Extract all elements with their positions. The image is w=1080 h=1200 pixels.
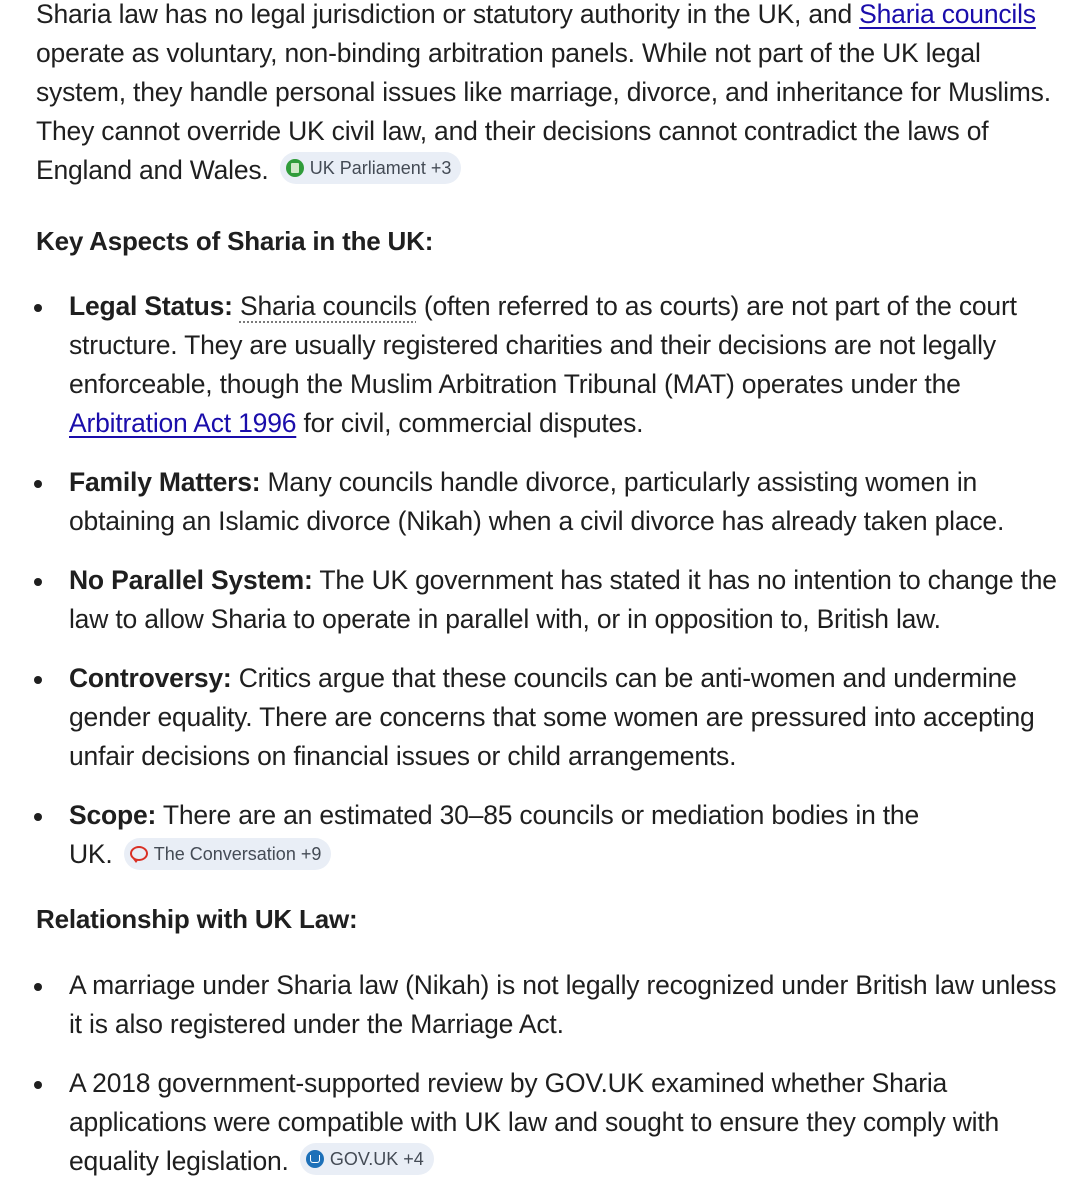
sharia-councils-term[interactable]: Sharia councils: [239, 291, 417, 321]
list-item-lead: Scope:: [69, 800, 157, 830]
list-item-text: A marriage under Sharia law (Nikah) is not legally recognized under British law unless it is also registered under the Marriage Act.: [69, 970, 1057, 1039]
section-heading-relationship: Relationship with UK Law:: [36, 904, 358, 934]
intro-text-before-link: Sharia law has no legal jurisdiction or statutory authority in the UK, and: [36, 0, 860, 29]
list-item-text: Many councils handle divorce, particularly assisting women in obtaining an Islamic divorce (Nikah) when a civil divorce has already taken place.: [69, 467, 1005, 536]
govuk-crown-icon: [306, 1150, 324, 1168]
speech-bubble-icon: [130, 846, 148, 861]
list-item: [36, 561, 1066, 639]
list-item-text: (often referred to as courts) are not part of the court structure. They are usually registered charities and their decisions are not legally enforceable, though the Muslim Arbitration Tribunal (MAT) operates under the: [69, 291, 1017, 399]
list-item-text: The UK government has stated it has no intention to change the law to allow Sharia to operate in parallel with, or in opposition to, British law.: [69, 565, 1057, 634]
list-item-text: A 2018 government-supported review by GOV.UK examined whether Sharia applications were compatible with UK law and sought to ensure they comply with equality legislation.: [69, 1068, 1000, 1176]
arbitration-act-link[interactable]: Arbitration Act 1996: [69, 408, 297, 438]
list-item-lead: Family Matters:: [69, 467, 261, 497]
bullet-dot: [34, 676, 42, 684]
bullet-dot: [34, 813, 42, 821]
list-item-lead: No Parallel System:: [69, 565, 313, 595]
source-chip-uk-parliament[interactable]: [280, 152, 462, 184]
list-item: [36, 463, 1066, 541]
source-chip-the-conversation[interactable]: [124, 838, 332, 870]
relationship-list: [36, 966, 1066, 1181]
list-item: [36, 287, 1066, 443]
list-item-lead: Legal Status:: [69, 291, 233, 321]
intro-text-after-link: operate as voluntary, non-binding arbitration panels. While not part of the UK legal system, they handle personal issues like marriage, divorce, and inheritance for Muslims. They cannot override UK civil law, and their decisions cannot contradict the laws of England and Wales.: [36, 38, 1051, 185]
list-item-text: Critics argue that these councils can be anti-women and undermine gender equality. There are concerns that some women are pressured into accepting unfair decisions on financial issues or child arrangements.: [69, 663, 1035, 771]
bullet-dot: [34, 983, 42, 991]
source-chip-label: The Conversation +9: [153, 843, 322, 864]
key-aspects-list: [36, 287, 1066, 874]
list-item: [36, 1064, 1066, 1181]
bullet-dot: [34, 578, 42, 586]
source-chip-label: UK Parliament +3: [309, 158, 452, 178]
source-chip-label: GOV.UK +4: [329, 1149, 424, 1169]
bullet-dot: [34, 304, 42, 312]
list-item: [36, 796, 1066, 874]
list-item: [36, 966, 1066, 1044]
list-item-text: for civil, commercial disputes.: [296, 408, 644, 438]
section-heading-key-aspects: Key Aspects of Sharia in the UK:: [36, 226, 434, 256]
sharia-councils-link[interactable]: Sharia councils: [859, 0, 1036, 29]
bullet-dot: [34, 480, 42, 488]
parliament-icon: [286, 159, 304, 177]
intro-paragraph: [36, 0, 1066, 190]
list-item-lead: Controversy:: [69, 663, 232, 693]
source-chip-gov-uk[interactable]: [300, 1143, 434, 1175]
bullet-dot: [34, 1081, 42, 1089]
list-item: [36, 659, 1066, 776]
list-item-text: There are an estimated 30–85 councils or mediation bodies in the UK.: [69, 800, 920, 869]
